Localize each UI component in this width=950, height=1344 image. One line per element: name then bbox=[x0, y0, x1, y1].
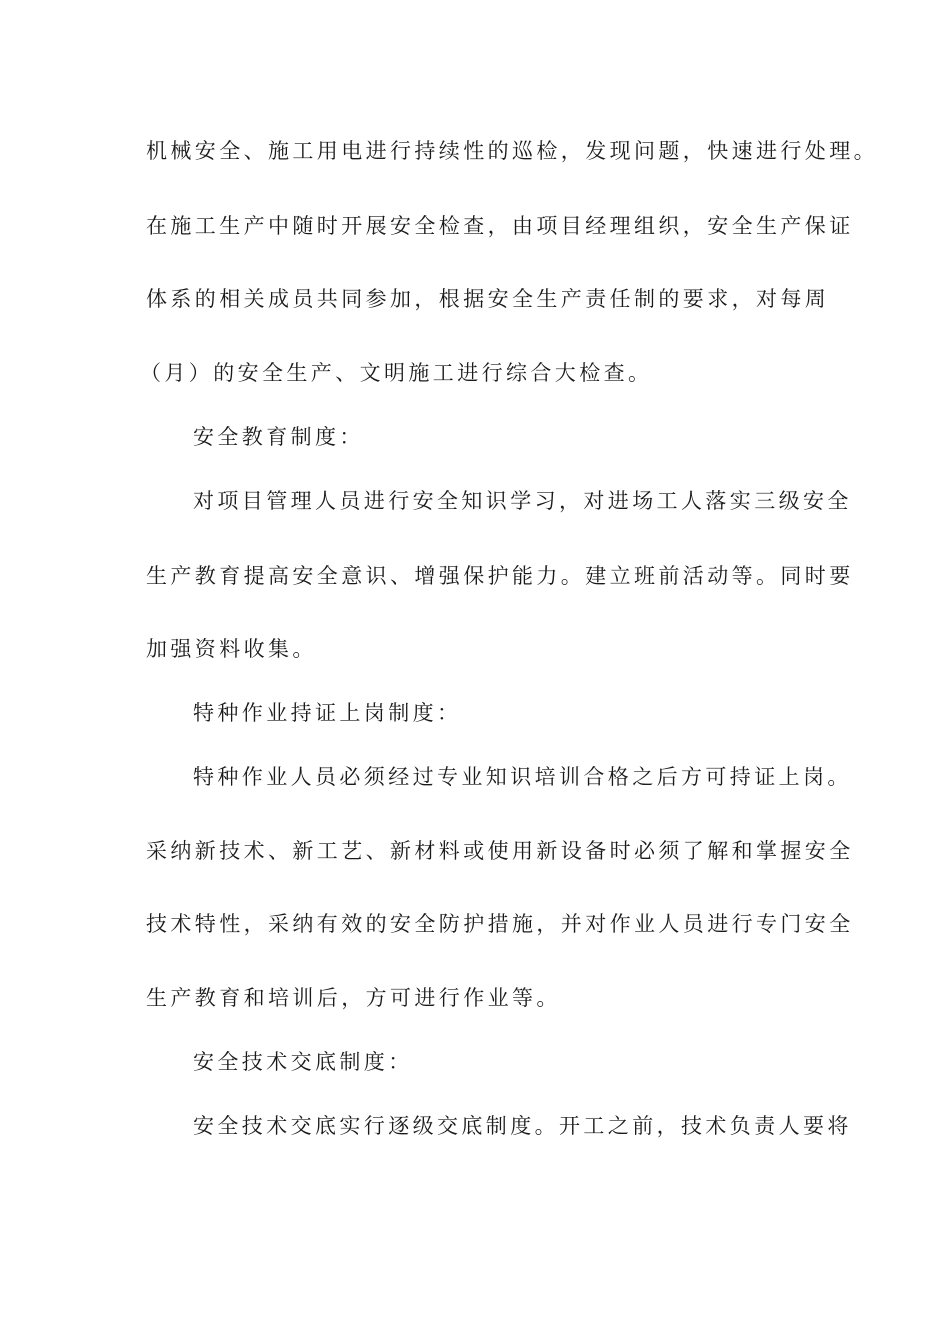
section-heading: 特种作业持证上岗制度： bbox=[193, 701, 462, 725]
body-text-line: 在施工生产中随时开展安全检查，由项目经理组织，安全生产保证 bbox=[146, 214, 854, 238]
paragraph-first-line: 特种作业人员必须经过专业知识培训合格之后方可持证上岗。 bbox=[193, 765, 852, 789]
section-heading: 安全教育制度： bbox=[193, 425, 364, 449]
body-text-line: 技术特性，采纳有效的安全防护措施，并对作业人员进行专门安全 bbox=[146, 912, 854, 936]
body-text-line: 生产教育提高安全意识、增强保护能力。建立班前活动等。同时要 bbox=[146, 564, 854, 588]
body-text-line: 体系的相关成员共同参加，根据安全生产责任制的要求，对每周 bbox=[146, 287, 830, 311]
paragraph-first-line: 对项目管理人员进行安全知识学习，对进场工人落实三级安全 bbox=[193, 489, 852, 513]
section-heading: 安全技术交底制度： bbox=[193, 1050, 413, 1074]
body-text-line: 加强资料收集。 bbox=[146, 637, 317, 661]
body-text-line: （月）的安全生产、文明施工进行综合大检查。 bbox=[140, 361, 653, 385]
body-text-line: 机械安全、施工用电进行持续性的巡检，发现问题，快速进行处理。 bbox=[146, 139, 878, 163]
body-text-line: 采纳新技术、新工艺、新材料或使用新设备时必须了解和掌握安全 bbox=[146, 839, 854, 863]
body-text-line: 生产教育和培训后，方可进行作业等。 bbox=[146, 986, 561, 1010]
paragraph-first-line: 安全技术交底实行逐级交底制度。开工之前，技术负责人要将 bbox=[193, 1114, 852, 1138]
